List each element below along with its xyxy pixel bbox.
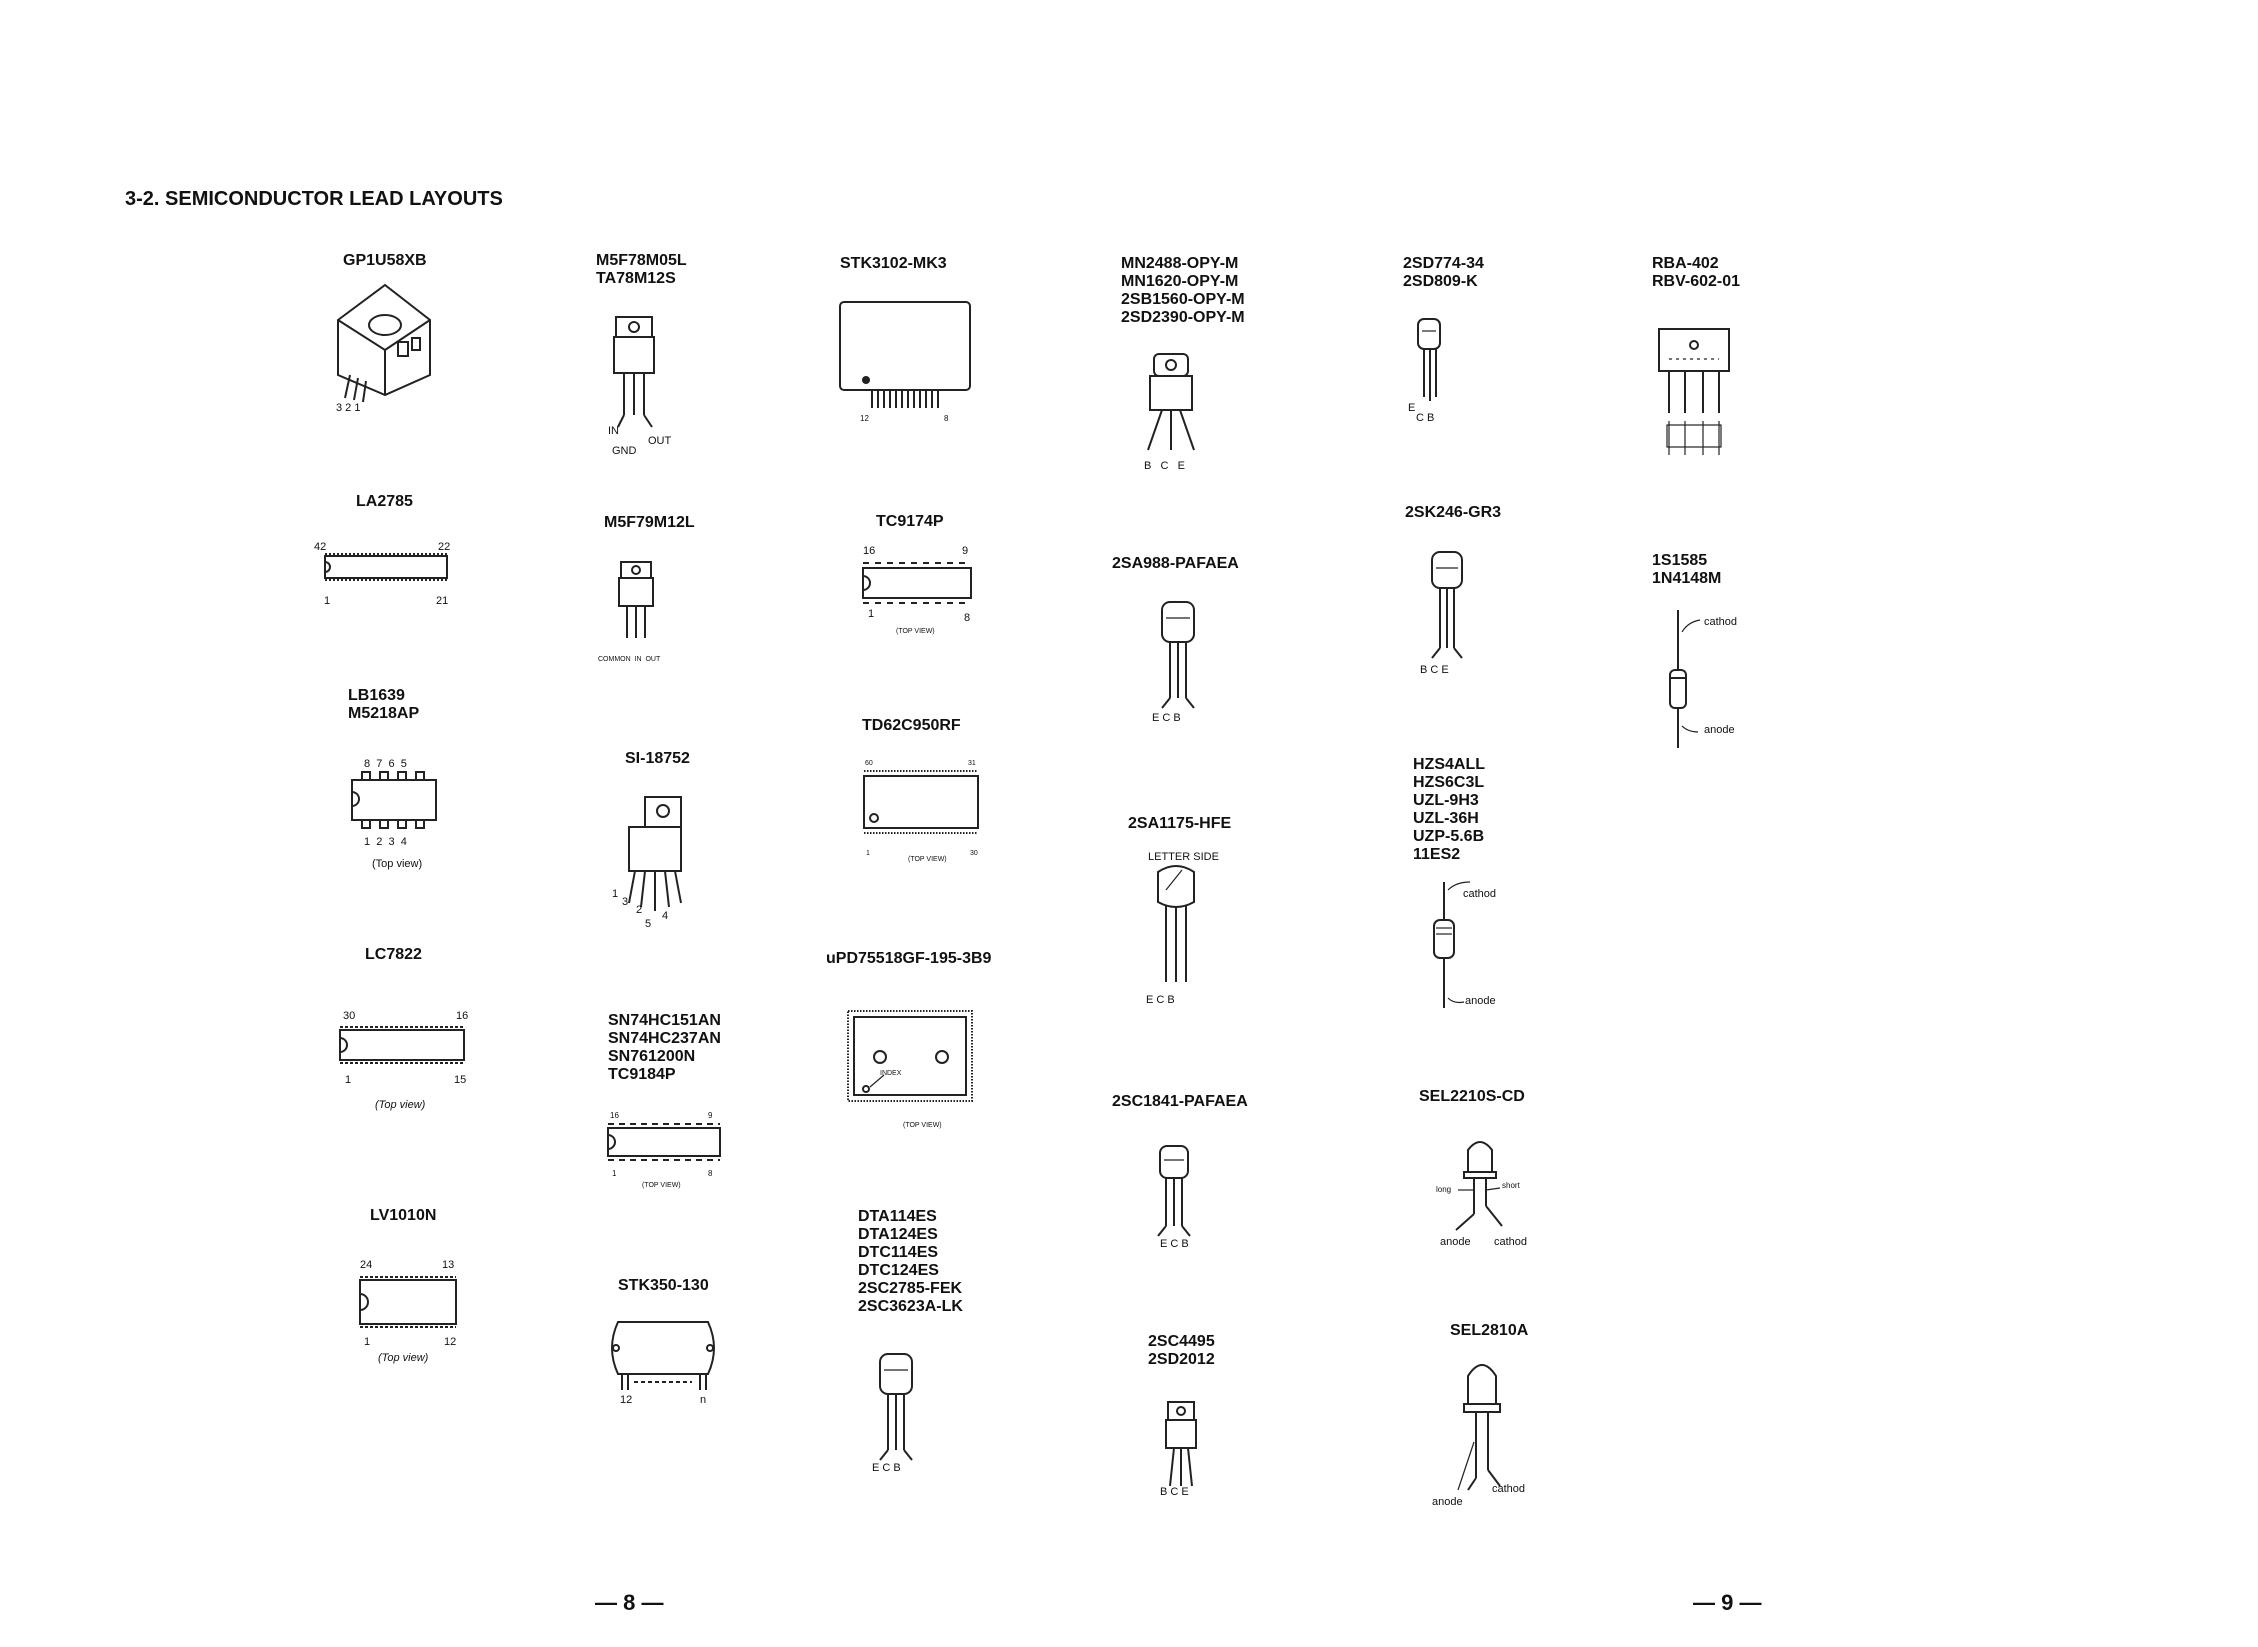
lv1010n-drawing xyxy=(358,1272,458,1334)
part-label-m5f79m12l: M5F79M12L xyxy=(604,514,695,531)
part-label-sn74hc151: SN74HC151AN SN74HC237AN SN761200N TC9184P xyxy=(608,1012,721,1083)
2sd774-pin-e: E xyxy=(1408,402,1416,414)
lv1010n-pin-24: 24 xyxy=(360,1259,373,1271)
part-label-2sa1175: 2SA1175-HFE xyxy=(1128,815,1232,832)
lv1010n-pin-12: 12 xyxy=(444,1336,457,1348)
lb1639-view-note: (Top view) xyxy=(372,858,423,870)
tc9174p-view-note: (TOP VIEW) xyxy=(896,628,935,635)
tc9174p-pin-9: 9 xyxy=(962,545,969,557)
part-label-gp1u58xb: GP1U58XB xyxy=(343,252,427,269)
td62c950rf-pin-31: 31 xyxy=(968,760,976,767)
part-label-dta114: DTA114ES DTA124ES DTC114ES DTC124ES 2SC2785-FEK 2SC3623A-LK xyxy=(858,1208,963,1315)
part-label-lv1010n: LV1010N xyxy=(370,1207,437,1224)
sn74hc151-pin-16: 16 xyxy=(610,1111,619,1120)
2sa1175-letter-side: LETTER SIDE xyxy=(1148,851,1219,863)
part-label-mn2488: MN2488-OPY-M MN1620-OPY-M 2SB1560-OPY-M 2SD2390-OPY-M xyxy=(1121,255,1245,326)
mn2488-drawing xyxy=(1132,350,1212,460)
part-label-rba402: RBA-402 RBV-602-01 xyxy=(1652,255,1741,290)
si18752-drawing xyxy=(615,795,705,925)
si18752-pin-5: 5 xyxy=(645,918,652,930)
upd75518-drawing xyxy=(842,1005,982,1115)
part-label-stk350: STK350-130 xyxy=(618,1277,709,1294)
m5f78m05l-pin-in: IN xyxy=(608,425,619,437)
part-label-si18752: SI-18752 xyxy=(625,750,690,767)
part-label-sel2810a: SEL2810A xyxy=(1450,1322,1529,1339)
part-label-2sd774: 2SD774-34 2SD809-K xyxy=(1403,255,1484,290)
stk3102-drawing xyxy=(838,300,978,415)
tc9174p-drawing xyxy=(860,556,975,612)
m5f78m05l-drawing xyxy=(610,315,680,435)
tc9174p-pin-1: 1 xyxy=(868,608,875,620)
page-title: 3-2. SEMICONDUCTOR LEAD LAYOUTS xyxy=(125,188,503,210)
lc7822-pin-16: 16 xyxy=(456,1010,469,1022)
lv1010n-view-note: (Top view) xyxy=(378,1352,429,1364)
1s1585-anode-label: anode xyxy=(1704,724,1735,736)
rba402-drawing xyxy=(1655,325,1735,465)
la2785-pin-42: 42 xyxy=(314,541,327,553)
sel2210s-short-label: short xyxy=(1502,1181,1520,1190)
si18752-pin-3: 3 xyxy=(622,896,629,908)
sel2210s-anode-label: anode xyxy=(1440,1236,1471,1248)
sel2810a-cathod-label: cathod xyxy=(1492,1483,1526,1495)
td62c950rf-pin-60: 60 xyxy=(865,760,873,767)
sn74hc151-pin-9: 9 xyxy=(708,1111,713,1120)
si18752-pin-2: 2 xyxy=(636,904,643,916)
2sd774-pin-cb: C B xyxy=(1416,412,1435,424)
td62c950rf-pin-1: 1 xyxy=(866,850,870,857)
part-label-lc7822: LC7822 xyxy=(365,946,422,963)
2sc1841-pin-labels: E C B xyxy=(1160,1238,1189,1250)
upd75518-view-note: (TOP VIEW) xyxy=(903,1122,942,1129)
part-label-sel2210s: SEL2210S-CD xyxy=(1419,1088,1525,1105)
part-label-tc9174p: TC9174P xyxy=(876,513,944,530)
part-label-2sk246: 2SK246-GR3 xyxy=(1405,504,1502,521)
sn74hc151-drawing xyxy=(605,1118,725,1168)
part-label-upd75518: uPD75518GF-195-3B9 xyxy=(826,950,992,967)
lc7822-pin-30: 30 xyxy=(343,1010,356,1022)
sn74hc151-view-note: (TOP VIEW) xyxy=(642,1182,681,1189)
1s1585-cathod-label: cathod xyxy=(1704,616,1738,628)
lv1010n-pin-13: 13 xyxy=(442,1259,455,1271)
gp1u58xb-drawing xyxy=(330,280,440,410)
tc9174p-pin-8: 8 xyxy=(964,612,971,624)
lb1639-bottom-pins: 1 2 3 4 xyxy=(364,836,407,848)
stk350-pin-12: 12 xyxy=(620,1394,633,1406)
2sc1841-drawing xyxy=(1148,1142,1208,1252)
2sa988-drawing xyxy=(1150,598,1210,718)
la2785-drawing xyxy=(322,548,452,588)
dta114-pin-labels: E C B xyxy=(872,1462,901,1474)
sn74hc151-pin-8: 8 xyxy=(708,1169,713,1178)
2sk246-pin-labels: B C E xyxy=(1420,664,1449,676)
part-label-2sc4495: 2SC4495 2SD2012 xyxy=(1148,1333,1215,1368)
td62c950rf-drawing xyxy=(862,766,982,842)
2sc4495-pin-labels: B C E xyxy=(1160,1486,1189,1498)
sel2210s-cathod-label: cathod xyxy=(1494,1236,1528,1248)
part-label-2sa988: 2SA988-PAFAEA xyxy=(1112,555,1239,572)
lc7822-view-note: (Top view) xyxy=(375,1099,426,1111)
sel2810a-anode-label: anode xyxy=(1432,1496,1463,1508)
stk3102-pin-12: 12 xyxy=(860,414,869,423)
la2785-pin-21: 21 xyxy=(436,595,449,607)
part-label-td62c950rf: TD62C950RF xyxy=(862,717,961,734)
la2785-pin-22: 22 xyxy=(438,541,451,553)
lb1639-drawing xyxy=(350,770,440,832)
2sa988-pin-labels: E C B xyxy=(1152,712,1181,724)
si18752-pin-1: 1 xyxy=(612,888,619,900)
lv1010n-pin-1: 1 xyxy=(364,1336,371,1348)
lc7822-drawing xyxy=(338,1022,468,1068)
upd75518-index-label: INDEX xyxy=(880,1070,902,1077)
page-number-right: — 9 — xyxy=(1693,1590,1762,1615)
sel2810a-drawing xyxy=(1428,1350,1538,1500)
mn2488-pin-labels: B C E xyxy=(1144,460,1185,472)
2sc4495-drawing xyxy=(1158,1400,1208,1500)
part-label-hzs4all: HZS4ALL HZS6C3L UZL-9H3 UZL-36H UZP-5.6B 11ES2 xyxy=(1413,756,1485,863)
lb1639-top-pins: 8 7 6 5 xyxy=(364,758,407,770)
m5f78m05l-pin-gnd: GND xyxy=(612,445,637,457)
m5f78m05l-pin-out: OUT xyxy=(648,435,672,447)
part-label-stk3102: STK3102-MK3 xyxy=(840,255,947,272)
sel2210s-long-label: long xyxy=(1436,1185,1452,1194)
lc7822-pin-15: 15 xyxy=(454,1074,467,1086)
tc9174p-pin-16: 16 xyxy=(863,545,876,557)
2sd774-drawing xyxy=(1408,315,1458,415)
part-label-m5f78m05l: M5F78M05L TA78M12S xyxy=(596,252,687,287)
hzs4all-cathod-label: cathod xyxy=(1463,888,1497,900)
la2785-pin-1: 1 xyxy=(324,595,331,607)
stk3102-pin-8: 8 xyxy=(944,414,949,423)
2sk246-drawing xyxy=(1420,548,1480,668)
td62c950rf-view-note: (TOP VIEW) xyxy=(908,856,947,863)
gp1u58xb-pin-labels: 3 2 1 xyxy=(336,402,361,414)
sn74hc151-pin-1: 1 xyxy=(612,1169,617,1178)
stk350-pin-n: n xyxy=(700,1394,707,1406)
2sa1175-pin-labels: E C B xyxy=(1146,994,1175,1006)
lc7822-pin-1: 1 xyxy=(345,1074,352,1086)
dta114-drawing xyxy=(868,1350,928,1470)
2sa1175-drawing xyxy=(1148,862,1208,1002)
part-label-1s1585: 1S1585 1N4148M xyxy=(1652,552,1722,587)
stk350-drawing xyxy=(604,1318,724,1398)
hzs4all-anode-label: anode xyxy=(1465,995,1496,1007)
m5f79m12l-drawing xyxy=(615,560,665,650)
part-label-la2785: LA2785 xyxy=(356,493,413,510)
part-label-2sc1841: 2SC1841-PAFAEA xyxy=(1112,1093,1248,1110)
part-label-lb1639: LB1639 M5218AP xyxy=(348,687,420,722)
m5f79m12l-pin-labels: COMMON IN OUT xyxy=(598,656,661,663)
si18752-pin-4: 4 xyxy=(662,910,669,922)
td62c950rf-pin-30: 30 xyxy=(970,850,978,857)
page-number-left: — 8 — xyxy=(595,1590,664,1615)
